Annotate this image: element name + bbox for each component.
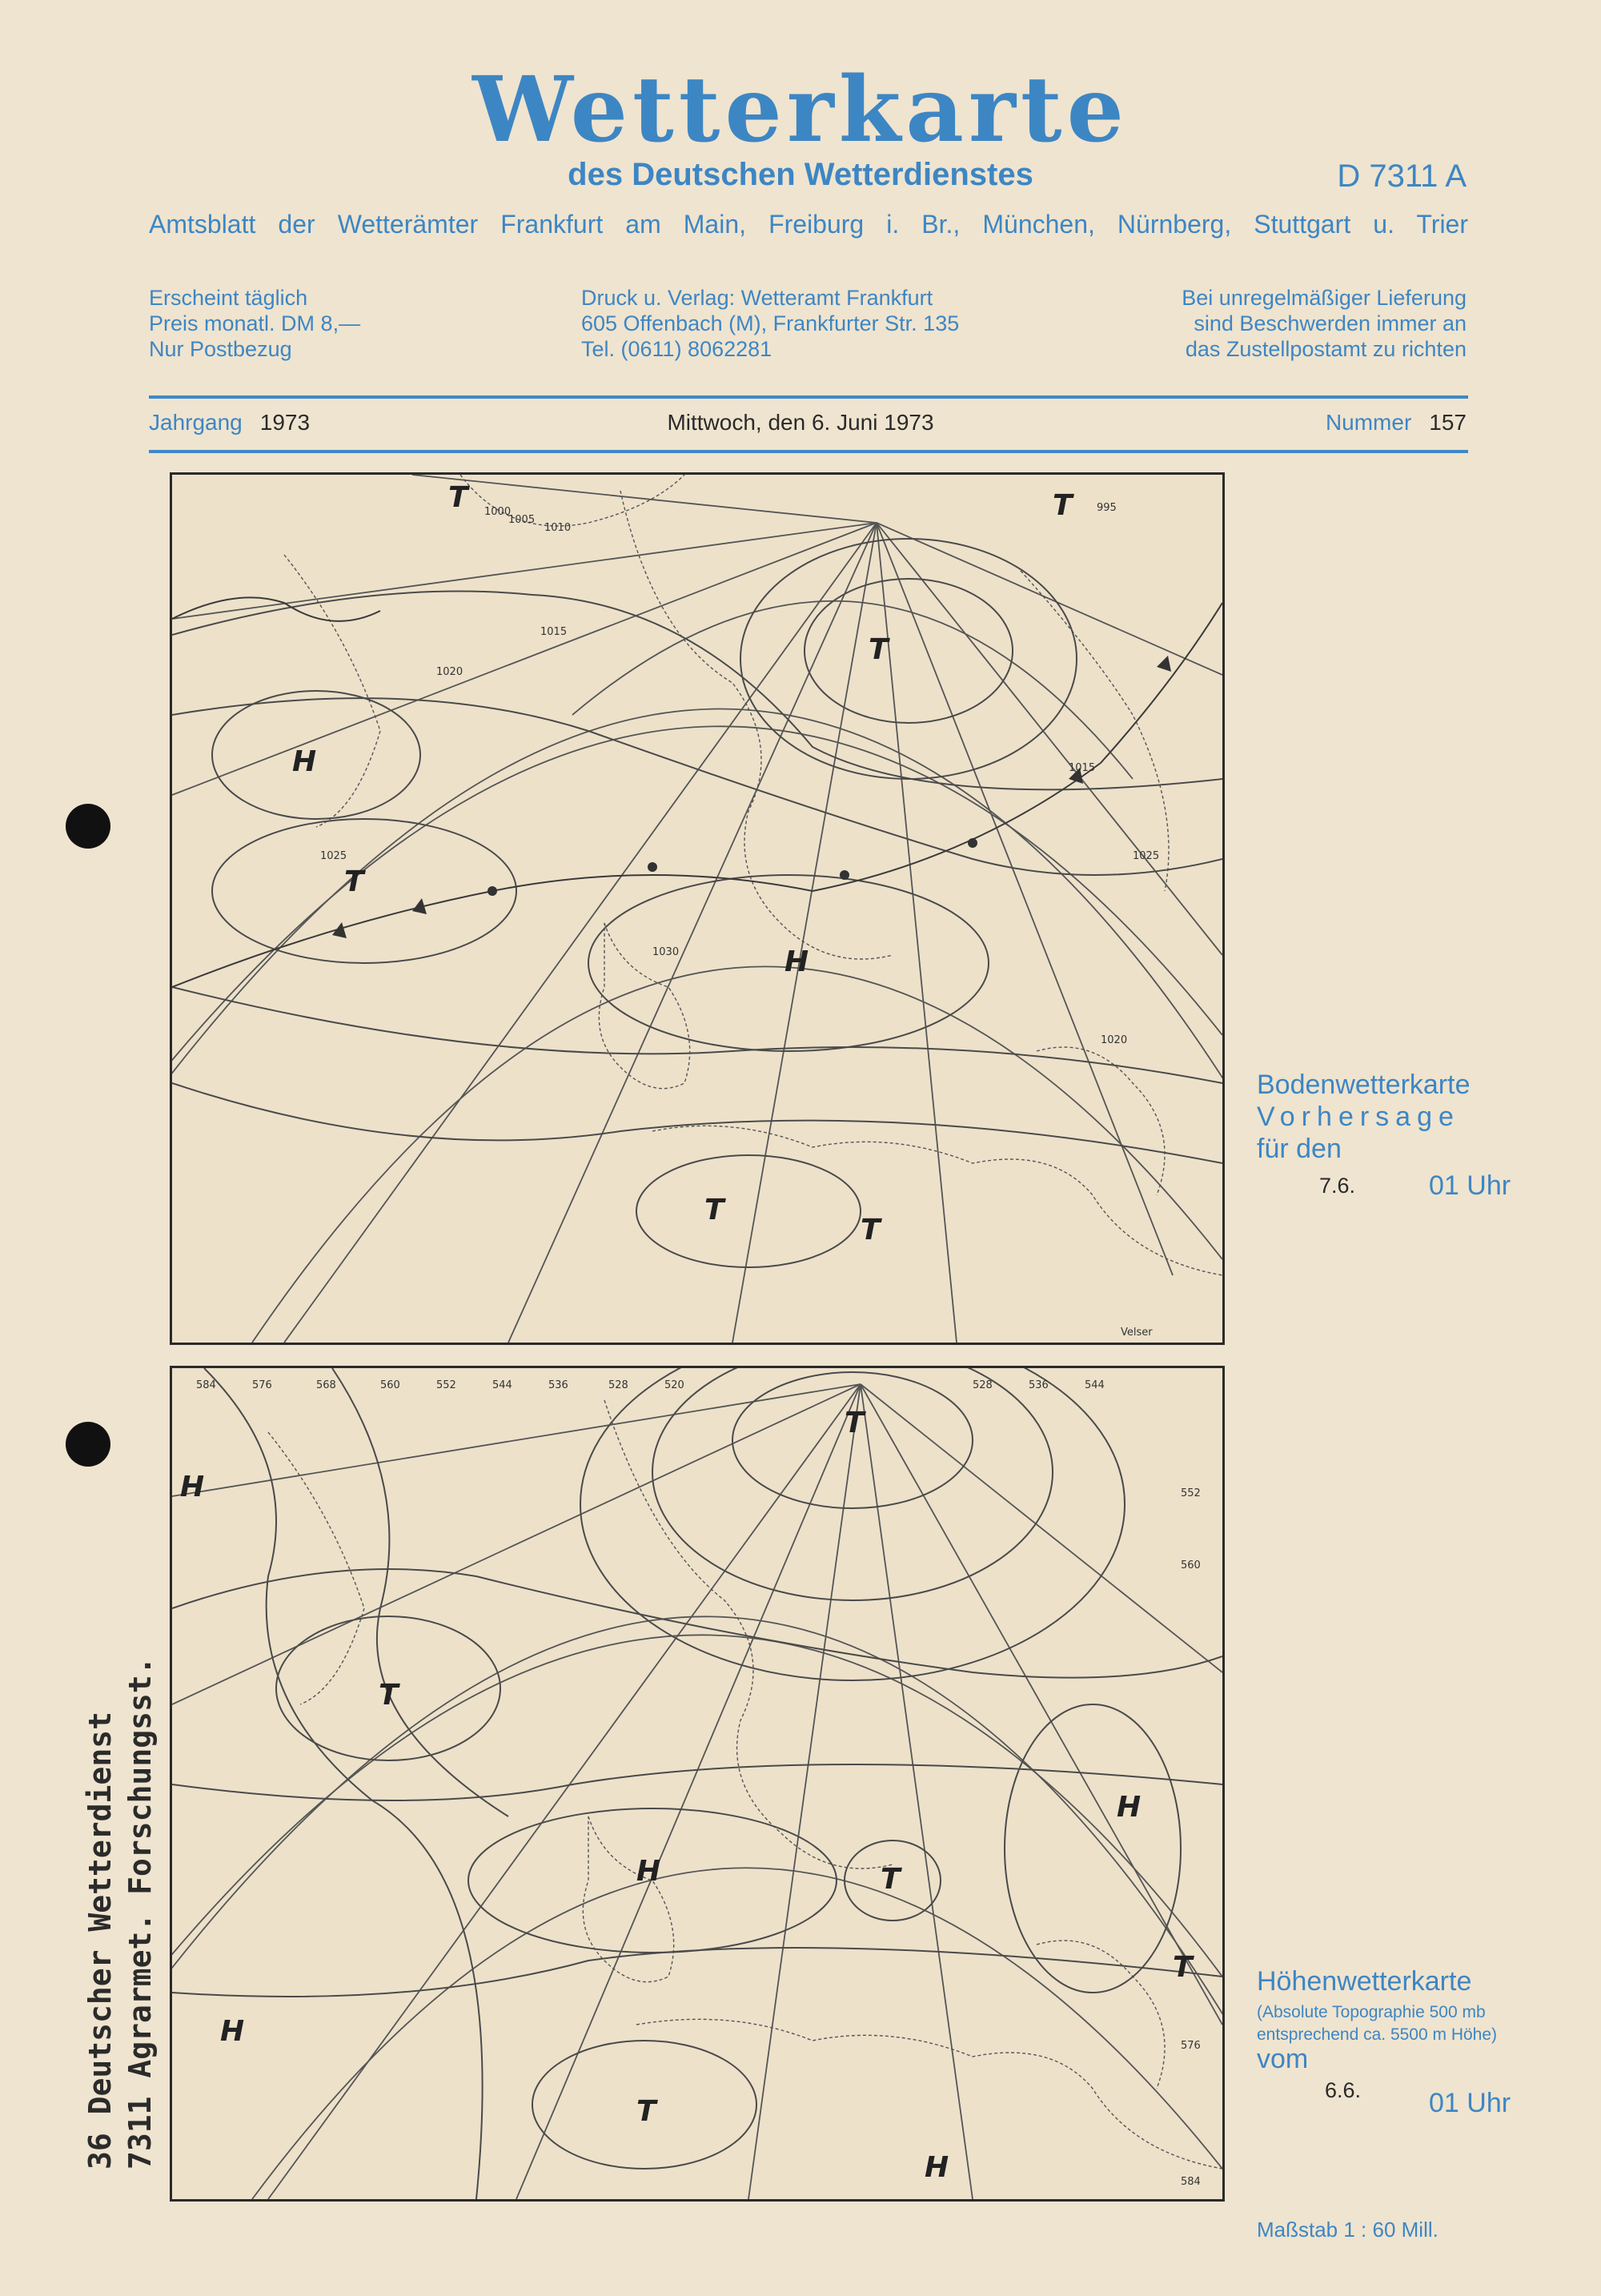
pressure-label: T: [704, 1194, 724, 1226]
info-line: Preis monatl. DM 8,—: [149, 311, 361, 335]
jahrgang-label: Jahrgang: [149, 410, 243, 435]
info-column-3: [1182, 285, 1467, 362]
masthead-subtitle: des Deutschen Wetterdienstes: [568, 157, 1033, 192]
upper-map-sub1: (Absolute Topographie 500 mb: [1257, 2003, 1486, 2021]
surface-map-time: 01 Uhr: [1429, 1170, 1511, 1201]
info-line: Tel. (0611) 8062281: [581, 337, 772, 361]
surface-weather-map: [170, 472, 1225, 1345]
pressure-label: H: [220, 2015, 245, 2048]
isobar-value: 1020: [436, 666, 463, 678]
stamp-line-2: 7311 Agrarmet. Forschungsst.: [122, 1656, 158, 2170]
archive-stamp: [80, 1656, 160, 2170]
pressure-centres: [292, 481, 1074, 1246]
isobar-value: 1015: [540, 626, 568, 638]
info-column-1: [149, 285, 360, 362]
contour-value: 560: [380, 1379, 400, 1391]
contour-value: 536: [1029, 1379, 1049, 1391]
isobar-value: 1025: [1133, 850, 1160, 862]
pressure-label: T: [379, 1679, 399, 1712]
surface-map-caption: [1257, 1069, 1471, 1165]
punch-hole: [66, 804, 110, 849]
contour-value: 576: [1181, 2040, 1201, 2052]
top-rule: [149, 395, 1468, 399]
pressure-label: H: [1117, 1791, 1142, 1824]
upper-map-subtitle: [1257, 2001, 1497, 2046]
contour-value: 560: [1181, 1559, 1201, 1571]
upper-map-caption: [1257, 1965, 1471, 1997]
isobar-value: 1030: [652, 946, 680, 958]
info-line: das Zustellpostamt zu richten: [1185, 337, 1467, 361]
isobar-value: 1015: [1069, 762, 1096, 774]
info-line: sind Beschwerden immer an: [1194, 311, 1467, 335]
pressure-label: T: [845, 1407, 865, 1439]
contour-value: 528: [608, 1379, 628, 1391]
pressure-label: H: [636, 1855, 661, 1888]
info-line: Bei unregelmäßiger Lieferung: [1182, 286, 1467, 310]
pressure-label: T: [861, 1214, 881, 1246]
contour-value: 552: [1181, 1487, 1201, 1499]
pressure-label: T: [881, 1863, 901, 1896]
upper-map-vom: vom: [1257, 2044, 1309, 2074]
surface-map-title: Bodenwetterkarte: [1257, 1070, 1471, 1100]
publication-code: D 7311 A: [1337, 159, 1467, 194]
contour-value: 568: [316, 1379, 336, 1391]
amtsblatt-line: Amtsblatt der Wetterämter Frankfurt am Main, Freiburg i. Br., München, Nürnberg, Stuttgart u. Trier: [149, 210, 1468, 239]
issue-date: Mittwoch, den 6. Juni 1973: [667, 410, 934, 435]
scale-note: Maßstab 1 : 60 Mill.: [1257, 2218, 1438, 2242]
contour-value: 552: [436, 1379, 456, 1391]
upper-map-sub2: entsprechend ca. 5500 m Höhe): [1257, 2025, 1498, 2044]
isobars: [172, 539, 1222, 1267]
upper-air-map: [170, 1366, 1225, 2202]
contour-value: 544: [492, 1379, 512, 1391]
upper-map-drawing: [172, 1368, 1222, 2199]
stamp-line-1: 36 Deutscher Wetterdienst: [82, 1712, 118, 2170]
jahrgang-value: 1973: [259, 410, 311, 435]
isobar-values: [320, 502, 1159, 1046]
isobar-value: 1020: [1101, 1034, 1128, 1046]
pressure-label: T: [1173, 1951, 1193, 1984]
contour-value: 544: [1085, 1379, 1105, 1391]
upper-map-title: Höhenwetterkarte: [1257, 1966, 1472, 1997]
info-line: 605 Offenbach (M), Frankfurter Str. 135: [581, 311, 960, 335]
surface-map-for: für den: [1257, 1134, 1342, 1164]
upper-map-time: 01 Uhr: [1429, 2088, 1511, 2118]
contour-value: 576: [252, 1379, 272, 1391]
info-line: Nur Postbezug: [149, 337, 292, 361]
surface-map-drawing: [172, 475, 1222, 1343]
info-line: Druck u. Verlag: Wetteramt Frankfurt: [581, 286, 933, 310]
fronts: [172, 597, 1222, 987]
pressure-label: T: [448, 481, 468, 514]
pressure-label: H: [784, 945, 809, 978]
nummer-value: 157: [1429, 410, 1467, 435]
contour-value: 536: [548, 1379, 568, 1391]
isobar-value: 1010: [544, 522, 572, 534]
info-line: Erscheint täglich: [149, 286, 308, 310]
nummer-label: Nummer: [1325, 410, 1412, 435]
pressure-label: T: [869, 633, 889, 666]
info-column-2: [581, 285, 959, 362]
pressure-label: H: [292, 745, 317, 778]
bottom-rule: [149, 450, 1468, 453]
contour-value: 584: [1181, 2176, 1201, 2188]
coastlines: [268, 1400, 1222, 2169]
surface-map-date: 7.6.: [1319, 1174, 1356, 1198]
isobar-value: 1000: [484, 506, 512, 518]
pressure-label: H: [925, 2151, 949, 2184]
map-signature: Velser: [1121, 1327, 1153, 1339]
height-contours: [172, 1368, 1222, 2199]
map-grid: [172, 475, 1222, 1343]
surface-map-forecast: Vorhersage: [1257, 1102, 1460, 1132]
masthead-title: Wetterkarte: [472, 58, 1129, 163]
isobar-value: 995: [1097, 502, 1117, 514]
contour-value: 520: [664, 1379, 684, 1391]
upper-map-date: 6.6.: [1325, 2078, 1362, 2102]
contour-values: [196, 1379, 1201, 2188]
pressure-label: T: [344, 865, 364, 898]
pressure-label: T: [636, 2095, 656, 2128]
nummer: [1326, 410, 1467, 436]
map-grid: [172, 1384, 1222, 2199]
punch-hole: [66, 1422, 110, 1467]
pressure-label: H: [180, 1471, 205, 1503]
isobar-value: 1025: [320, 850, 347, 862]
pressure-label: T: [1053, 489, 1073, 522]
isobar-value: 1005: [508, 514, 536, 526]
contour-value: 528: [973, 1379, 993, 1391]
contour-value: 584: [196, 1379, 216, 1391]
